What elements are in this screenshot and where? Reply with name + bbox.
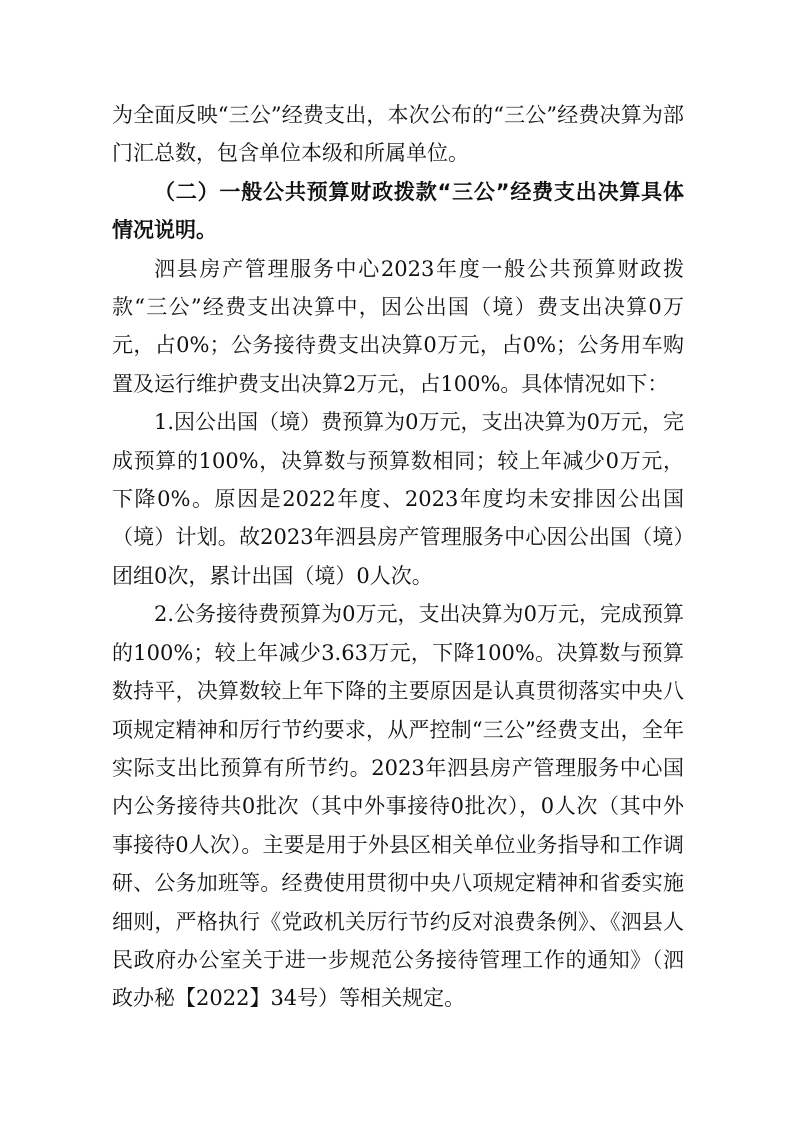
document-body bbox=[112, 96, 684, 1018]
paragraph-summary: 泗县房产管理服务中心2023年度一般公共预算财政拨款“三公”经费支出决算中，因公出国（境）费支出决算0万元，占0%；公务接待费支出决算0万元，占0%；公务用车购置及运行维护费支出决算2万元，占100%。具体情况如下： bbox=[112, 256, 684, 396]
paragraph-scope-note: 为全面反映“三公”经费支出，本次公布的“三公”经费决算为部门汇总数，包含单位本级和所属单位。 bbox=[112, 103, 684, 166]
paragraph-official-reception: 2.公务接待费预算为0万元，支出决算为0万元，完成预算的100%；较上年减少3.63万元，下降100%。决算数与预算数持平，决算数较上年下降的主要原因是认真贯彻落实中央八项规定精神和厉行节约要求，从严控制“三公”经费支出，全年实际支出比预算有所节约。2023年泗县房产管理服务中心国内公务接待共0批次（其中外事接待0批次），0人次（其中外事接待0人次）。主要是用于外县区相关单位业务指导和工作调研、公务加班等。经费使用贯彻中央八项规定精神和省委实施细则，严格执行《党政机关厉行节约反对浪费条例》、《泗县人民政府办公室关于进一步规范公务接待管理工作的通知》（泗政办秘【2022】34号）等相关规定。 bbox=[112, 602, 684, 1011]
paragraph-overseas-travel: 1.因公出国（境）费预算为0万元，支出决算为0万元，完成预算的100%，决算数与预算数相同；较上年减少0万元，下降0%。原因是2022年度、2023年度均未安排因公出国（境）计划。故2023年泗县房产管理服务中心因公出国（境）团组0次，累计出国（境）0人次。 bbox=[112, 410, 684, 588]
section-heading: （二）一般公共预算财政拨款“三公”经费支出决算具体情况说明。 bbox=[112, 179, 684, 243]
